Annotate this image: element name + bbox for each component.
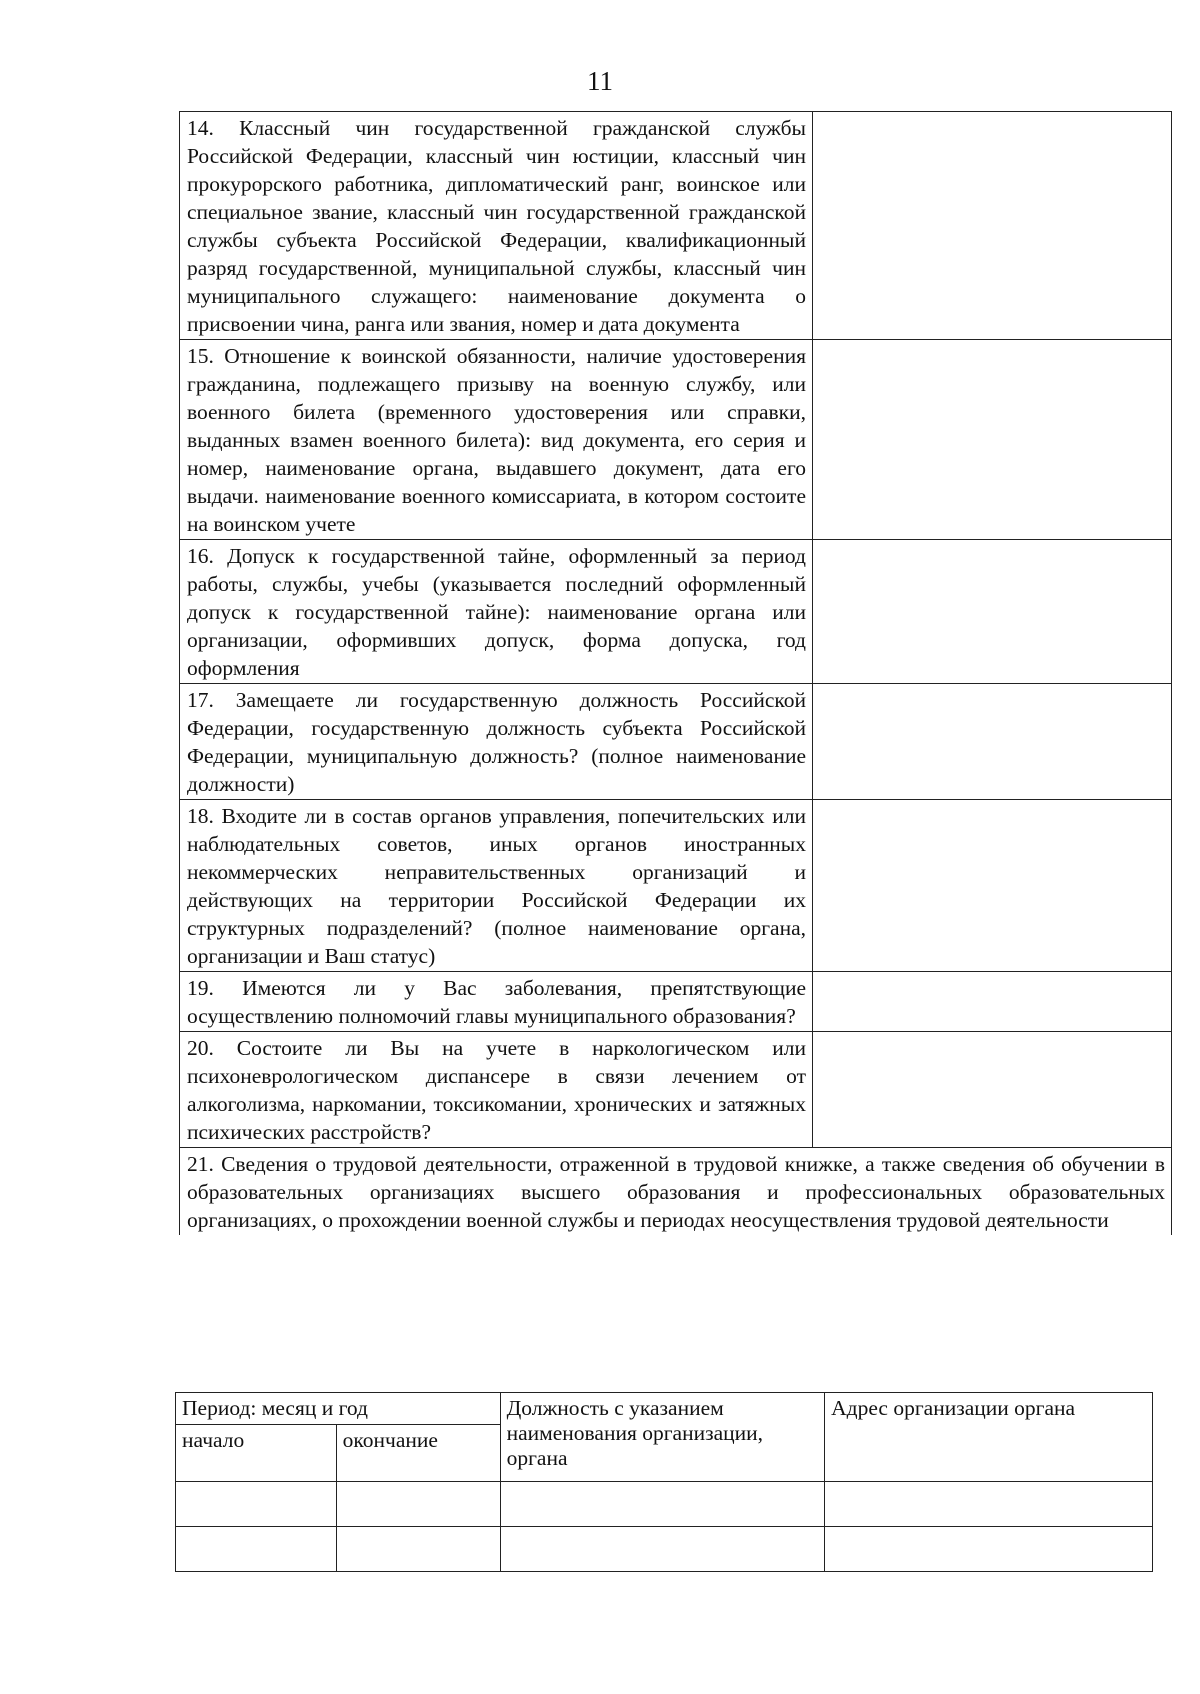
employment-end-cell[interactable] [336,1527,500,1572]
question-17-text: 17. Замещаете ли государственную должность Российской Федерации, государственную должность субъекта Российской Федерации, муниципальную должность? (полное наименование должности) [180,684,813,800]
answer-14-field[interactable] [813,112,1172,340]
question-16-text: 16. Допуск к государственной тайне, оформленный за период работы, службы, учебы (указывается последний оформленный допуск к государственной тайне): наименование органа или организации, оформивших допуск, форма допуска, год оформления [180,540,813,684]
employment-end-cell[interactable] [336,1482,500,1527]
answer-16-field[interactable] [813,540,1172,684]
question-20-text: 20. Состоите ли Вы на учете в наркологическом или психоневрологическом диспансере в связи лечением от алкоголизма, наркомании, токсикомании, хронических и затяжных психических расстройств? [180,1032,813,1148]
question-row-16 [180,540,1172,684]
question-row-15 [180,340,1172,540]
employment-address-cell[interactable] [825,1482,1153,1527]
employment-row [176,1527,1153,1572]
question-row-17 [180,684,1172,800]
position-header: Должность с указанием наименования организации, органа [500,1393,825,1482]
question-19-text: 19. Имеются ли у Вас заболевания, препятствующие осуществлению полномочий главы муниципального образования? [180,972,813,1032]
period-header: Период: месяц и год [176,1393,501,1425]
questionnaire-table [179,111,1172,1235]
question-14-text: 14. Классный чин государственной гражданской службы Российской Федерации, классный чин юстиции, классный чин прокурорского работника, дипломатический ранг, воинское или специальное звание, классный чин государственной гражданской службы субъекта Российской Федерации, квалификационный разряд государственной, муниципальной службы, классный чин муниципального служащего: наименование документа о присвоении чина, ранга или звания, номер и дата документа [180,112,813,340]
employment-table [175,1392,1153,1572]
employment-start-cell[interactable] [176,1527,337,1572]
section-21-row [180,1148,1172,1236]
address-header: Адрес организации органа [825,1393,1153,1482]
start-header: начало [176,1425,337,1482]
question-row-20 [180,1032,1172,1148]
answer-20-field[interactable] [813,1032,1172,1148]
employment-start-cell[interactable] [176,1482,337,1527]
question-row-14 [180,112,1172,340]
answer-15-field[interactable] [813,340,1172,540]
question-18-text: 18. Входите ли в состав органов управления, попечительских или наблюдательных советов, иных органов иностранных некоммерческих неправительственных организаций и действующих на территории Российской Федерации их структурных подразделений? (полное наименование органа, организации и Ваш статус) [180,800,813,972]
employment-header-row [176,1393,1153,1425]
employment-position-cell[interactable] [500,1482,825,1527]
question-15-text: 15. Отношение к воинской обязанности, наличие удостоверения гражданина, подлежащего призыву на военную службу, или военного билета (временного удостоверения или справки, выданных взамен военного билета): вид документа, его серия и номер, наименование органа, выдавшего документ, дата его выдачи. наименование военного комиссариата, в котором состоите на воинском учете [180,340,813,540]
answer-19-field[interactable] [813,972,1172,1032]
question-row-18 [180,800,1172,972]
employment-position-cell[interactable] [500,1527,825,1572]
end-header: окончание [336,1425,500,1482]
employment-address-cell[interactable] [825,1527,1153,1572]
answer-18-field[interactable] [813,800,1172,972]
section-21-text: 21. Сведения о трудовой деятельности, отраженной в трудовой книжке, а также сведения об обучении в образовательных организациях высшего образования и профессиональных образовательных организациях, о прохождении военной службы и периодах неосуществления трудовой деятельности [180,1148,1172,1236]
page-number: 11 [587,66,613,96]
question-row-19 [180,972,1172,1032]
answer-17-field[interactable] [813,684,1172,800]
employment-row [176,1482,1153,1527]
